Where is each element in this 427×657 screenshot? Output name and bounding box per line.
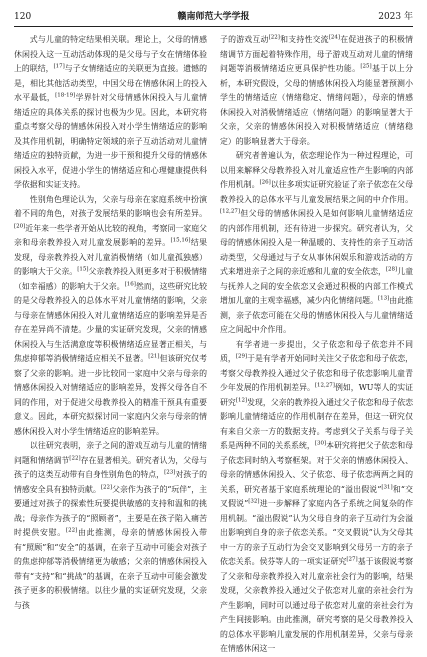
citation-ref: [22] [65, 527, 78, 534]
paragraph-text: 基于以上分析，本研究假设，父母的情感休闲投入均能显著预测小学生的情绪适应（情绪稳定、情绪问题），母亲的情感休闲投入对消极情绪适应（情绪问题）的影响显著大于父亲，父亲的情感休闲投入对积极情绪适应（情绪稳定）的影响显著大于母亲。 [220, 64, 413, 146]
body-paragraph [14, 193, 207, 440]
paragraph-text: 性别角色理论认为，父亲与母亲在家庭系统中扮演着不同的角色，对孩子发展结果的影响也会有所差异。 [14, 194, 207, 218]
citation-ref: [12,27] [314, 382, 335, 389]
citation-ref: [22] [268, 34, 280, 41]
citation-ref: [20] [14, 222, 26, 229]
paragraph-text: 近年来一些学者开始从比较的视角，考察同一家庭父亲和母亲教养投入对儿童发展影响的差异。 [14, 223, 207, 247]
paragraph-text: 父亲教养投入则更多对于积极情绪（如幸福感）的影响大于父亲。 [14, 267, 207, 291]
journal-title: 赣南师范大学学报 [177, 12, 250, 22]
body-paragraph [220, 338, 413, 657]
body-paragraph [14, 439, 207, 613]
page-number: 120 [14, 12, 32, 22]
paragraph-text: 学界针对父母情感休闲投入与儿童情绪适应的具体关系的探讨也极为少见。因此，本研究将重点考察父母的情感休闲投入对小学生情绪适应的影响及其作用机制，明确特定领域的亲子互动活动对儿童情绪适应的独特贡献，为进一步干预和提升父母的情感休闲投入水平，促进小学生的情绪适应和心理健康提供科学依据和实证支持。 [14, 93, 207, 189]
paragraph-text: 父亲作为孩子的“玩伴”，主要通过对孩子的探索性玩要提供敏感的支持和温和的挑战；母亲作为孩子的“照顾者”，主要是在孩子陷入痛苦时提供安慰。 [14, 484, 207, 537]
citation-ref: [18-19] [55, 92, 76, 99]
paragraph-text: 式与儿童的特定结果相关联。理论上，父母的情感休闲投入这一互动活动体现的是父母与子女在情绪体验上的联结， [14, 35, 207, 73]
paragraph-text: 结果发现，母亲教养投入对儿童消极情绪（如儿童孤独感）的影响大于父亲。 [14, 238, 207, 276]
paragraph-text: 例如，WU等人的实证研究 [220, 383, 413, 407]
paragraph-text: 对孩子的情感安全具有独特贡献。 [14, 470, 207, 494]
body-paragraph [220, 33, 413, 149]
paragraph-text: 以往研究表明，亲子之间的游戏互动与儿童的情绪问题和情绪调节 [14, 441, 207, 465]
paragraph-text: 以往多项实证研究验证了亲子依恋在父母教养投入的总体水平与儿童发展结果之间的中介作用。 [220, 180, 413, 204]
citation-ref: [22] [100, 483, 113, 490]
publication-year: 2023 年 [378, 12, 413, 22]
citation-ref: [12] [235, 396, 248, 403]
paragraph-text: 儿童与抚养人之间的安全依恋又会通过积极的内部工作模式增加儿童的主观幸福感，减少内化情绪问题。 [220, 267, 413, 305]
citation-ref: [16] [124, 280, 136, 287]
page-header [14, 10, 413, 24]
citation-ref: [15,16] [170, 237, 191, 244]
paragraph-text: 于是有学者开始同时关注父子依恋和母子依恋，考察父母教养投入通过父子依恋和母子依恋影响儿童青少年发展的作用机制差异。 [220, 354, 413, 392]
paragraph-text: 有学者进一步提出，父子依恋和母子依恋并不同质， [220, 339, 413, 363]
paragraph-text: 与子女情绪适应的关联更为直接。遗憾的是，相比其他活动类型，中国父母在情感休闲上的投入水平最低， [14, 64, 207, 102]
citation-ref: [17] [53, 63, 65, 70]
paragraph-text: 和“交叉假说” [220, 484, 413, 508]
paragraph-text: 由此推测，母亲的情感休闲投入带有“照顾”和“安全”的基调，在亲子互动中可能会对孩子的焦虑抑郁等消极情绪更为敏感；父亲的情感休闲投入带有“支持”和“挑战”的基调，在亲子互动中可能会激发孩子更多的积极情绪。以往少量的实证研究发现，父亲与孩 [14, 528, 207, 610]
paragraph-text: 存在显著相关。研究者认为，父母与孩子的这类互动带有自身性别角色的特点， [14, 455, 207, 479]
citation-ref: [32] [248, 498, 260, 505]
paragraph-text: 子的游戏互动 [220, 35, 269, 44]
right-column [220, 33, 413, 653]
body-paragraph [220, 149, 413, 338]
paragraph-text: 和支持性交流 [279, 35, 329, 44]
citation-ref: [29] [235, 353, 248, 360]
citation-ref: [13] [377, 295, 390, 302]
paragraph-text: 然而，这些研究比较的是父母教养投入的总体水平对儿童情绪的影响，父亲与母亲在情感休闲投入对儿童情绪适应的影响差异是否存在差异尚不清楚。少量的实证研究发现，父亲的情感休闲投入与生活满意度等积极情绪适应显著正相关，与焦虑抑郁等消极情绪适应相关不显著。 [14, 281, 207, 363]
citation-ref: [23] [164, 469, 176, 476]
citation-ref: [26] [259, 179, 271, 186]
paragraph-text: 进一步解释了家庭内各子系统之间复杂的作用机制。“溢出假说”认为父母自身的亲子互动行为会溢出影响到自身的亲子依恋关系。“交叉假说”认为父母其中一方的亲子互动行为会交叉影响到父母另一方的亲子依恋关系。侯芬等人的一项实证研究 [220, 499, 413, 566]
paragraph-text: 研究者普遍认为，依恋理论作为一种过程理论，可以用来解释父母教养投入对儿童适应性产生影响的内部作用机制。 [220, 151, 413, 189]
citation-ref: [31] [381, 483, 393, 490]
paragraph-text: 由此推测，亲子依恋可能在父母的情感休闲投入与儿童情绪适应之间起中介作用。 [220, 296, 413, 334]
citation-ref: [12,27] [220, 208, 241, 215]
paragraph-text: 但父母的情感休闲投入是如何影响儿童情绪适应的内部作用机制，还有待进一步探究。研究者认为，父母的情感休闲投入是一种温暖的、支持性的亲子互动活动类型，父母通过与子女从事休闲娱乐和游戏活动的方式来增进亲子之间的亲近感和儿童的安全依恋， [220, 209, 413, 276]
paragraph-text: 但该研究仅考察了父亲的影响。进一步比较同一家庭中父亲与母亲的情感休闲投入对情绪适应的影响差异，发挥父母各自不同的作用，对于促进父母教养投入的精准干预具有重要意义。因此，本研究拟探讨同一家庭内父亲与母亲的情感休闲投入对小学生情绪适应的影响差异。 [14, 354, 207, 436]
body-paragraph [14, 33, 207, 193]
citation-ref: [25] [360, 63, 372, 70]
citation-ref: [22] [69, 454, 81, 461]
paragraph-text: 基于该假说考察了父亲和母亲教养投入对儿童亲社会行为的影响，结果发现，父亲教养投入通过父子依恋对儿童的亲社会行为产生影响，同时可以通过母子依恋对儿童的亲社会行为产生间接影响。由此推测，研究考察的是父母教养投入的总体水平影响儿童发展的作用机制差异，父亲与母亲在情感休闲这一 [220, 557, 413, 653]
citation-ref: [28] [385, 266, 398, 273]
citation-ref: [27] [346, 556, 358, 563]
citation-ref: [21] [148, 353, 160, 360]
citation-ref: [30] [314, 440, 327, 447]
citation-ref: [15] [77, 266, 89, 273]
paragraph-text: 发现，父亲的教养投入通过父子依恋和母子依恋影响儿童情绪适应的作用机制存在差异，但这一研究仅有来自父亲一方的数据支持。考虑到父子关系与母子关系是两种不同的关系系统， [220, 397, 413, 450]
left-column [14, 33, 207, 628]
header-rule [14, 26, 413, 27]
paragraph-text: 在促进孩子的积极情绪调节方面起着特殊作用，母子游戏互动对儿童的情绪问题等消极情绪适应更具保护性功能。 [220, 35, 413, 73]
paragraph-text: 本研究将把父子依恋和母子依恋同时纳入考察框架。对于父亲的情感休闲投入、母亲的情感休闲投入、父子依恋、母子依恋两两之间的关系，研究者基于家庭系统理论的“溢出假说” [220, 441, 413, 494]
citation-ref: [24] [328, 34, 341, 41]
